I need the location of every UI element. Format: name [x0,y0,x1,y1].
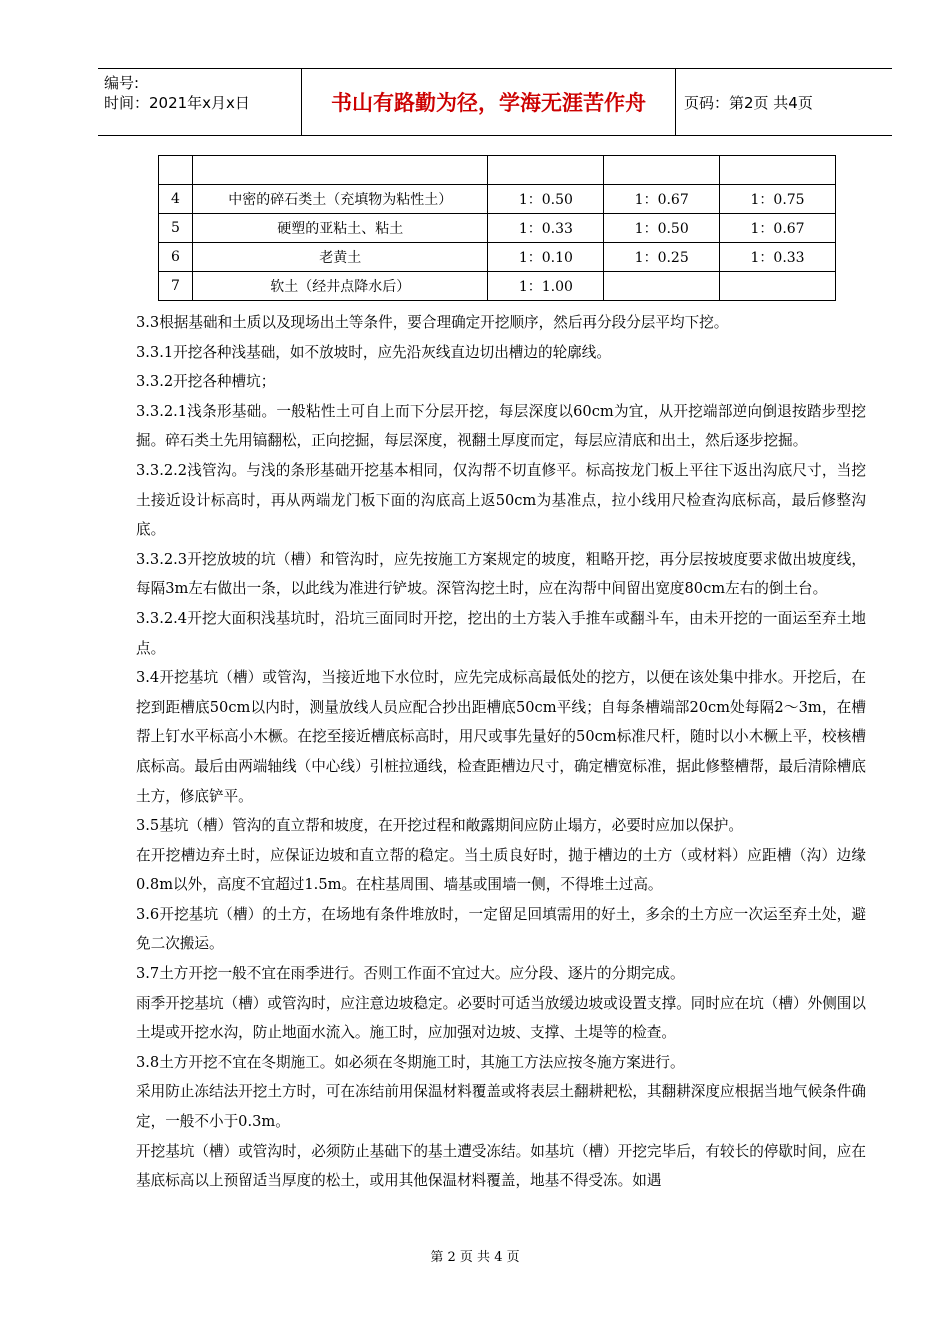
table-cell: 1：0.33 [488,214,604,243]
table-cell [720,272,836,301]
table-cell: 1：0.50 [604,214,720,243]
table-cell: 硬塑的亚粘土、粘土 [192,214,488,243]
table-cell: 6 [159,243,193,272]
table-cell: 5 [159,214,193,243]
paragraph: 3.3.2开挖各种槽坑； [136,373,276,391]
table-cell: 7 [159,272,193,301]
number-label: 编号: [104,74,140,92]
table-cell [604,156,720,185]
paragraph: 3.3.2.3开挖放坡的坑（槽）和管沟时，应先按施工方案规定的坡度，粗略开挖，再分层按坡度要求做出坡度线，每隔3m左右做出一条，以此线为准进行铲坡。深管沟挖土时，应在沟帮中间留出宽度80cm左右的倒土台。 [136,550,866,598]
paragraph: 采用防止冻结法开挖土方时，可在冻结前用保温材料覆盖或将表层土翻耕耙松，其翻耕深度应根据当地气候条件确定，一般不小于0.3m。 [136,1083,866,1131]
table-cell: 1：0.67 [604,185,720,214]
table-cell [488,156,604,185]
document-header [98,68,892,136]
paragraph: 雨季开挖基坑（槽）或管沟时，应注意边坡稳定。必要时可适当放缓边坡或设置支撑。同时应在坑（槽）外侧围以土堤或开挖水沟，防止地面水流入。施工时，应加强对边坡、支撑、土堤等的检查。 [136,994,866,1042]
paragraph: 3.3.1开挖各种浅基础，如不放坡时，应先沿灰线直边切出槽边的轮廓线。 [136,343,611,361]
header-meta [98,69,302,135]
table-row [159,272,836,301]
table-cell: 1：0.67 [720,214,836,243]
table-cell: 1：0.25 [604,243,720,272]
table-cell: 1：0.75 [720,185,836,214]
paragraph: 在开挖槽边弃土时，应保证边坡和直立帮的稳定。当土质良好时，抛于槽边的土方（或材料）应距槽（沟）边缘0.8m以外，高度不宜超过1.5m。在柱基周围、墙基或围墙一侧，不得堆土过高。 [136,846,866,894]
paragraph: 3.3.2.4开挖大面积浅基坑时，沿坑三面同时开挖，挖出的土方装入手推车或翻斗车，由未开挖的一面运至弃土地点。 [136,609,866,657]
table-row [159,243,836,272]
paragraph: 3.4开挖基坑（槽）或管沟，当接近地下水位时，应先完成标高最低处的挖方，以便在该处集中排水。开挖后，在挖到距槽底50cm以内时，测量放线人员应配合抄出距槽底50cm平线；自每条槽端部20cm处每隔2～3m，在槽帮上钉水平标高小木橛。在挖至接近槽底标高时，用尺或事先量好的50cm标准尺杆，随时以小木橛上平，校核槽底标高。最后由两端轴线（中心线）引桩拉通线，检查距槽边尺寸，确定槽宽标准，据此修整槽帮，最后清除槽底土方，修底铲平。 [136,669,866,805]
paragraph: 3.8土方开挖不宜在冬期施工。如必须在冬期施工时，其施工方法应按冬施方案进行。 [136,1053,685,1071]
table-cell: 4 [159,185,193,214]
slope-table [158,155,836,301]
table-cell: 1：0.33 [720,243,836,272]
table-cell [192,156,488,185]
header-motto: 书山有路勤为径，学海无涯苦作舟 [302,69,676,135]
table-cell: 软土（经井点降水后） [192,272,488,301]
table-cell: 中密的碎石类土（充填物为粘性土） [192,185,488,214]
table-cell: 老黄土 [192,243,488,272]
paragraph: 3.7土方开挖一般不宜在雨季进行。否则工作面不宜过大。应分段、逐片的分期完成。 [136,965,685,983]
paragraph: 开挖基坑（槽）或管沟时，必须防止基础下的基土遭受冻结。如基坑（槽）开挖完毕后，有较长的停歇时间，应在基底标高以上预留适当厚度的松土，或用其他保温材料覆盖，地基不得受冻。如遇 [136,1142,866,1190]
table-cell: 1：0.50 [488,185,604,214]
table-cell [159,156,193,185]
paragraph: 3.5基坑（槽）管沟的直立帮和坡度，在开挖过程和敞露期间应防止塌方，必要时应加以保护。 [136,817,743,835]
paragraph: 3.3.2.1浅条形基础。一般粘性土可自上而下分层开挖，每层深度以60cm为宜，从开挖端部逆向倒退按踏步型挖掘。碎石类土先用镐翻松，正向挖掘，每层深度，视翻土厚度而定，每层应清底和出土，然后逐步挖掘。 [136,402,866,450]
paragraph: 3.3.2.2浅管沟。与浅的条形基础开挖基本相同，仅沟帮不切直修平。标高按龙门板上平往下返出沟底尺寸，当挖土接近设计标高时，再从两端龙门板下面的沟底高上返50cm为基准点，拉小线用尺检查沟底标高，最后修整沟底。 [136,461,866,539]
body-text [136,308,866,1196]
time-label: 时间：2021年x月x日 [104,94,250,112]
table-cell [604,272,720,301]
table-cell: 1：0.10 [488,243,604,272]
table-cell: 1：1.00 [488,272,604,301]
table-row [159,185,836,214]
table-row [159,214,836,243]
page-footer: 第 2 页 共 4 页 [430,1250,520,1265]
paragraph: 3.6开挖基坑（槽）的土方，在场地有条件堆放时，一定留足回填需用的好土，多余的土方应一次运至弃土处，避免二次搬运。 [136,905,866,953]
header-page-label: 页码：第2页 共4页 [684,93,813,112]
paragraph: 3.3根据基础和土质以及现场出土等条件，要合理确定开挖顺序，然后再分段分层平均下挖。 [136,314,729,331]
table-row [159,156,836,185]
table-cell [720,156,836,185]
